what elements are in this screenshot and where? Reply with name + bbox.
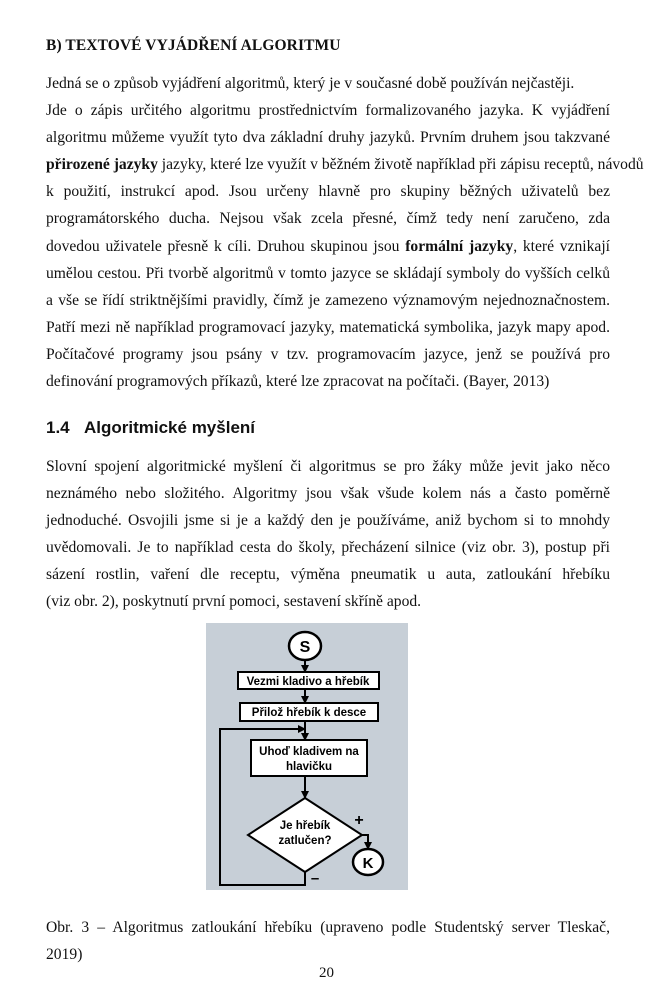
line-rest: jazyky, které lze využít v běžném životě například při zápisu receptů, návodů [157,156,644,174]
paragraph-line: Slovní spojení algoritmické myšlení či algoritmus se pro žáky může jevit jako něco [46,458,610,475]
page-number: 20 [319,965,334,981]
section-number: 1.4 [46,418,70,437]
paragraph-line: algoritmu můžeme využít tyto dva základní druhy jazyků. Prvním druhem jsou takzvané [46,129,610,147]
paragraph-line: Patří mezi ně například programovací jazyky, matematická symbolika, jazyk mapy apod. [46,318,610,336]
step-3-label-line-1: Uhoď kladivem na [259,746,359,758]
paragraph-line: umělou cestou. Při tvorbě algoritmů v tomto jazyce se skládají symboly do vyšších celků [46,264,610,282]
paragraph-line: a vše se řídí striktnějšími pravidly, čímž je zamezeno významovým nejednoznačnostem. [46,291,610,309]
section-1-4-paragraph [46,453,610,616]
paragraph-line: uvědomovali. Je to například cesta do školy, přecházení silnice (viz obr. 3), postup při [46,539,610,557]
paragraph-line [46,233,610,260]
step-3-label-line-2: hlavičku [285,761,333,773]
bold-term-natural: přirozené [46,156,110,174]
line-start: dovedou uživatele přesně k cíli. Druhou skupinou jsou [46,237,400,255]
paragraph-line: jednoduché. Osvojili jsme si je a každý den je používáme, aniž bychom si to mnohdy [46,512,610,530]
bold-term-formal: formální jazyky [405,237,514,255]
line-end: , které vznikají [513,237,610,255]
paragraph-line: Počítačové programy jsou psány v tzv. programovacím jazyce, jenž se používá pro [46,345,610,363]
paragraph-line: Jde o zápis určitého algoritmu prostřednictvím formalizovaného jazyka. K vyjádření [46,102,610,120]
step-1-label: Vezmi kladivo a hřebík [246,676,370,688]
yes-label: + [354,812,364,829]
paragraph-line: neznámého nebo složitého. Algoritmy jsou však všude kolem nás a často poměrně [46,485,610,503]
section-title: Algoritmické myšlení [84,418,256,437]
paragraph-line: programátorského ducha. Nejsou však zcela přesné, čímž tedy není zaručeno, zda [46,210,610,228]
step-2-label: Přilož hřebík k desce [251,707,367,719]
paragraph-line: sázení rostlin, vaření dle receptu, výměna pneumatik u auta, zatloukání hřebíku [46,566,610,584]
section-heading-b: B) TEXTOVÉ VYJÁDŘENÍ ALGORITMU [46,37,341,54]
bold-term-natural-rest: jazyky [109,156,158,174]
decision-label-line-1: Je hřebík [279,820,331,832]
paragraph-line: (viz obr. 2), poskytnutí první pomoci, sestavení skříně apod. [46,593,422,611]
paragraph-line: k použití, instrukcí apod. Jsou určeny hlavně pro skupiny běžných uživatelů bez [46,183,610,201]
start-label: S [299,639,311,656]
caption-line-1: Obr. 3 – Algoritmus zatloukání hřebíku (upraveno podle Studentský server Tleskač, [46,919,610,936]
end-label: K [362,855,374,872]
paragraph-line: definování programových příkazů, které lze zpracovat na počítači. (Bayer, 2013) [46,373,550,391]
flowchart-figure [206,623,408,890]
figure-caption [46,914,610,963]
caption-line-2: 2019) [46,946,83,963]
paragraph-line [46,151,644,178]
paragraph-line: Jedná se o způsob vyjádření algoritmů, který je v současné době používán nejčastěji. [46,75,575,92]
no-label: – [310,870,320,887]
decision-label-line-2: zatlučen? [278,835,332,847]
section-b-paragraph [46,70,644,395]
section-heading-1-4 [46,418,255,438]
flowchart-diagram [206,623,408,890]
